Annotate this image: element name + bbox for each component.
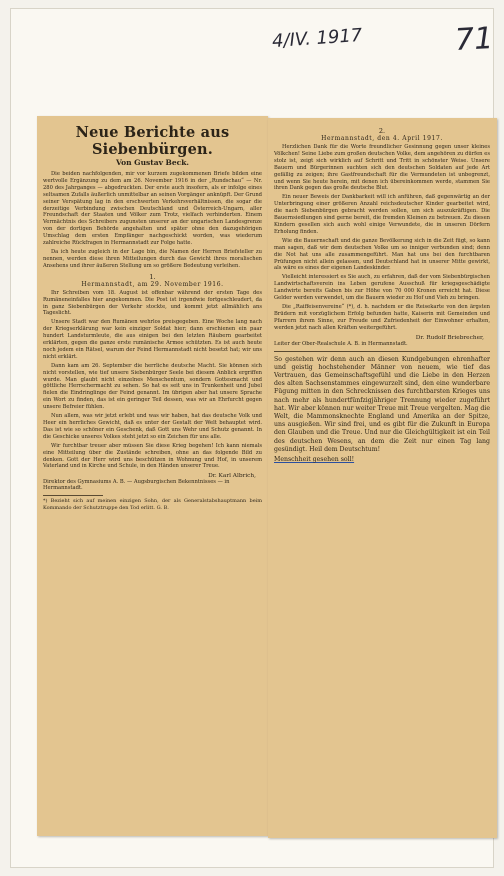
- signature-name: Dr. Rudolf Briebrecher,: [415, 334, 484, 341]
- clipping-left: [37, 116, 268, 836]
- letter-paragraph: Nun allem, was wir jetzt erlebt und was wir haben, hat das deutsche Volk und Heer ein herrliches Gewicht, daß es unter der Gestalt der Welt behauptet wird. Das ist wie so schöner ein Geschenk, daß Gott uns Wehr und Schutz genannt. In die Geschicke unseres Volkes steht jetzt so ein Zeichen für uns alle.: [43, 413, 262, 440]
- intro-paragraph: Die beiden nachfolgenden, mir vor kurzem zugekommenen Briefe bilden eine wertvolle Ergänzung zu dem am 26. November 1916 in der „Rundschau“ — Nr. 280 des Jahrganges — abgedruckten. Der erste auch insofern, als er infolge eines seltsamen Zufalls äußerlich unmittelbar an seinen Vorgänger anknüpft. Der Grund seiner Verspätung lag in den erschwerten Verkehrsverhältnissen, die sogar die derzeitige Verbindung zwischen Deutschland und Österreich-Ungarn, aller Freundschaft der Staaten und Völker zum Trotz, vielfach verhinderten. Einem Vermächtnis des Schreibers zugunsten unserer an der ungarischen Landesgrenze von der dortigen Behörde angehalten und später ohne den dazugehörigen Umschlag dem ersten Empfänger nachgeschickt worden, was wiederum zahlreiche Rückfragen in Hermannstadt zur Folge hatte.: [43, 171, 262, 247]
- letter-paragraph: Die „Raiffeisenvereine“ (*), d. h. nachdem er die Reisekarte von den ärgsten Brüdern mit vorzüglichem Erfolg befunden hatte, Kaiserin mit Gemeinden und Pfarrern ihrem Sinne, zur Freude und Zufriedenheit der Einwohner erhalten, werden jetzt nach allen Kräften weitergeführt.: [274, 303, 490, 331]
- closing-marked-line: [274, 456, 490, 464]
- letter-paragraph: Vielleicht interessiert es Sie auch, zu erfahren, daß der vom Siebenbürgischen Landwirtschaftsverein ins Leben gerufene Ausschuß für kriegsgeschädigte Landwirte bereits Gaben bis zur Höhe von 70 000 Kronen erreicht hat. Diese Gelder werden verwendet, um die Bauern wieder zu Hof und Vieh zu bringen.: [274, 274, 490, 302]
- clipping-right: [268, 118, 497, 838]
- footnote: *) Bezieht sich auf meinen einzigen Sohn, der als Generalstabshauptmann beim Kommando der Schutztruppe den Tod erlitt. G. B.: [43, 498, 262, 511]
- section-number: 2.: [378, 127, 386, 135]
- letter-paragraph: Dann kam am 26. September die herrliche deutsche Macht. Sie können sich nicht vorstellen, wie tief unsere Siebenbürger Seele bei diesem Anblick ergriffen wurde. Man glaubt nicht einzelnes Menschentum, sondern Gottesmacht und göttliche Herrschermacht zu sehen. So hat es seit uns in Trunkenheit und Jubel fielen die Eindringlinge der Feind genannt. Im übrigen aber hat unsere Sprache ein Wort zu finden, das ist ein geringer Teil dessen, was wir an Ehrfurcht gegen unsere Befreier fühlen.: [43, 362, 262, 411]
- section-dateline: Hermannstadt, am 29. November 1916.: [81, 280, 224, 288]
- signature-name: Dr. Karl Albrich,: [208, 473, 256, 480]
- section-divider: [274, 351, 490, 352]
- intro-paragraph: Da ich heute zugleich in der Lage bin, die Namen der Herren Briefsteller zu nennen, werden diese ihren Mitteilungen durch das Gewicht ihres moralischen Ansehens und ihrer äußeren Stellung um so größere Bedeutung verleihen.: [43, 248, 262, 269]
- closing-paragraph: So gestehen wir denn auch an diesen Kundgebungen ehrenhafter und geistig hochstehender Männer von neuem, wie tief das Vertrauen, das Gemeinschaftsgefühl und die Liebe in den Herzen des alten Sachsenstammes eingewurzelt sind, den eine wunderbare Fügung mitten in den Schrecknissen des furchtbarsten Krieges uns nach mehr als hundertfünfzigjähriger Trennung wieder zugeführt hat. Wir aber können nur weiter Treue mit Treue vergelten. Mag die Welt, die Mammonsknechte England und Amerika an der Spitze, uns ausgießen. Wir sind frei, und es gibt für die Zukunft in Europa den Glauben und die Treue. Und nur die Gleichgültigkeit ist ein Teil des deutschen Wesens, an dem die Zeit nur einen Tag lang gesündigt. Heil dem Deutschtum!: [274, 355, 490, 453]
- handwritten-number: 71: [454, 21, 495, 58]
- article-title: Neue Berichte aus Siebenbürgen.: [75, 124, 230, 158]
- article-byline: Von Gustav Beck.: [115, 158, 190, 167]
- footnote-divider: [43, 495, 103, 496]
- underlined-phrase: Menschheit gesehen soll!: [274, 456, 355, 463]
- letter-paragraph: Wir furchtbar treuer aber müssen Sie diese Krieg begehen! Ich kann niemals eine Mitteilung über die Zustände schreiben, ohne an das folgende Bild zu denken. Gott der Herr wird uns beschützen in Wohnung und Hof, in unserem Vaterland und in Kirche und Schule, in den Händen unserer Treue.: [43, 442, 262, 470]
- signature-title: Direktor des Gymnasiums A. B. — Augsburgischen Bekenntnisses — in Hermannstadt.: [43, 479, 230, 492]
- letter-paragraph: Ein neuer Beweis der Dankbarkeit will ich anführen, daß gegenwärtig an der Unterbringung einer größeren Anzahl reichsdeutscher Kinder gearbeitet wird, die nach Siebenbürgen gebracht werden sollen, um sich auszukräftigen. Die Bauernsiedlungen sind gerne bereit, die fremden Kleinen zu betreuen. Zu diesen Kindern gesellen sich auch wohl einige Verwundete, die in unseren Dörfern Erholung finden.: [274, 194, 490, 235]
- section-dateline: Hermannstadt, den 4. April 1917.: [321, 135, 443, 142]
- handwritten-date: 4/IV. 1917: [271, 24, 363, 53]
- letter-paragraph: Wie die Bauernschaft und die ganze Bevölkerung sich in die Zeit fügt, so kann man sagen, daß wir dem deutschen Volke um so inniger verbunden sind; denn die Not hat uns alle zusammengeführt. Man hat uns bei den furchtbaren Prüfungen nicht allein gelassen, und Deutschland hat in unserer Mitte gewirkt, als wäre es eines der eigenen Landeskinder.: [274, 237, 490, 272]
- letter-paragraph: Herzlichen Dank für die Worte freundlicher Gesinnung gegen unser kleines Völkchen! Seine Liebe zum großen deutschen Volke, dem angehören zu dürfen es stolz ist, zeigt sich wirklich auf Schritt und Tritt in schönster Weise. Unsere Bauern und Bürgerinnen suchten sich den deutschen Soldaten auf jede Art gefällig zu zeigen; ihre Gastfreundschaft für die Vermundeten ist unbegrenzt, und wenn Sie heute herein, mit denen ich übereinkommen werde, stammen Sie ihren Dank gegen das große deutsche Blut.: [274, 144, 490, 192]
- letter-paragraph: Unsere Stadt war den Rumänen wehrlos preisgegeben. Eine Woche lang nach der Kriegserklärung war kein einziger Soldat hier; dann erschienen ein paar hundert Landsturmleute, die aus einigen bei den letzten Räubern gearbeitet erklärten, gegen die ganze erste rumänische Armee schützten. Es ist auch heute noch jedem ein Rätsel, warum der Feind Hermannstadt nicht besetzt hat; wir uns nicht erklärt.: [43, 319, 262, 360]
- section-number: 1.: [149, 272, 156, 281]
- signature-title: Leiter der Ober-Realschule A. B. in Hermannstadt.: [274, 340, 408, 347]
- letter-paragraph: Ihr Schreiben vom 18. August ist offenbar während der ersten Tage des Rumäneneinfalles hier angekommen. Die Post ist irgendwie fortgeschleudert, da in ganz Siebenbürgen der Verkehr stockte, und kommt jetzt allmählich ans Tageslicht.: [43, 289, 262, 317]
